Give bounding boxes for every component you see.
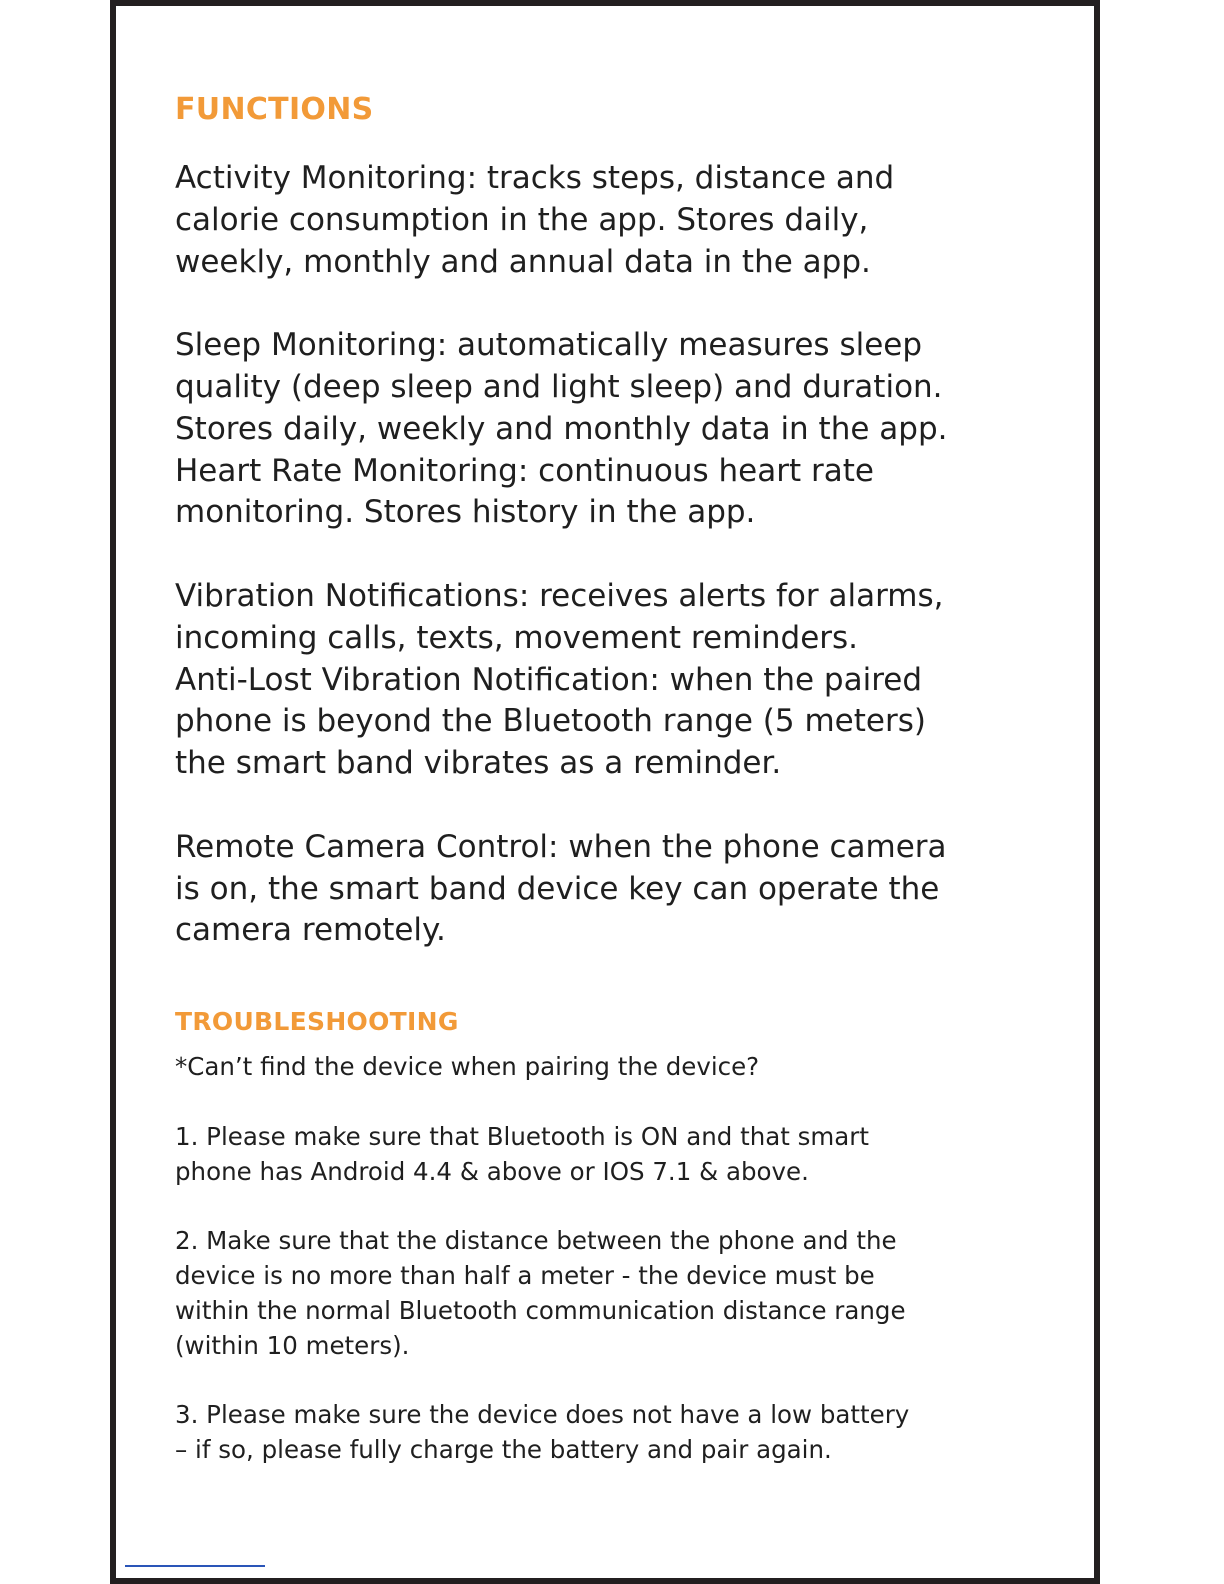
troubleshooting-step-3 — [175, 1398, 1045, 1468]
text-line: phone has Android 4.4 & above or IOS 7.1 & above. — [175, 1156, 809, 1186]
text-line: Activity Monitoring: tracks steps, distance and — [175, 160, 895, 196]
functions-paragraph-sleep-heart — [175, 325, 1045, 534]
text-line: the smart band vibrates as a reminder. — [175, 745, 782, 782]
text-line: camera remotely. — [175, 912, 446, 949]
text-line: calorie consumption in the app. Stores daily, — [175, 201, 869, 238]
troubleshooting-question — [175, 1050, 1045, 1085]
footer-rule — [125, 1565, 265, 1567]
text-line: 3. Please make sure the device does not have a low battery — [175, 1400, 910, 1430]
text-line: monitoring. Stores history in the app. — [175, 494, 756, 531]
text-line: phone is beyond the Bluetooth range (5 meters) — [175, 703, 926, 740]
text-line: (within 10 meters). — [175, 1330, 410, 1360]
text-line: is on, the smart band device key can operate the — [175, 870, 940, 907]
functions-heading: FUNCTIONS — [175, 92, 374, 127]
functions-paragraph-camera — [175, 827, 1045, 952]
text-line: 1. Please make sure that Bluetooth is ON and that smart — [175, 1121, 869, 1151]
functions-paragraph-vibration — [175, 576, 1045, 785]
text-line: Anti-Lost Vibration Notification: when the paired — [175, 661, 923, 698]
troubleshooting-step-1 — [175, 1120, 1045, 1190]
text-line: weekly, monthly and annual data in the app. — [175, 243, 871, 280]
troubleshooting-heading: TROUBLESHOOTING — [175, 1007, 459, 1037]
text-line: device is no more than half a meter - the device must be — [175, 1260, 875, 1290]
text-line: Stores daily, weekly and monthly data in the app. — [175, 410, 948, 447]
text-line: *Can’t find the device when pairing the device? — [175, 1052, 760, 1082]
text-line: – if so, please fully charge the battery and pair again. — [175, 1434, 832, 1464]
text-line: quality (deep sleep and light sleep) and duration. — [175, 368, 943, 405]
text-line: Vibration Notifications: receives alerts for alarms, — [175, 577, 944, 614]
text-line: 2. Make sure that the distance between the phone and the — [175, 1226, 897, 1256]
text-line: Remote Camera Control: when the phone camera — [175, 828, 947, 865]
page-frame — [110, 0, 1100, 1584]
text-line: incoming calls, texts, movement reminders. — [175, 619, 859, 656]
text-line: Sleep Monitoring: automatically measures sleep — [175, 327, 923, 364]
functions-paragraph-activity — [175, 158, 1045, 283]
troubleshooting-step-2 — [175, 1224, 1045, 1363]
text-line: within the normal Bluetooth communication distance range — [175, 1295, 906, 1325]
text-line: Heart Rate Monitoring: continuous heart rate — [175, 452, 874, 489]
page-content — [175, 88, 1045, 1468]
